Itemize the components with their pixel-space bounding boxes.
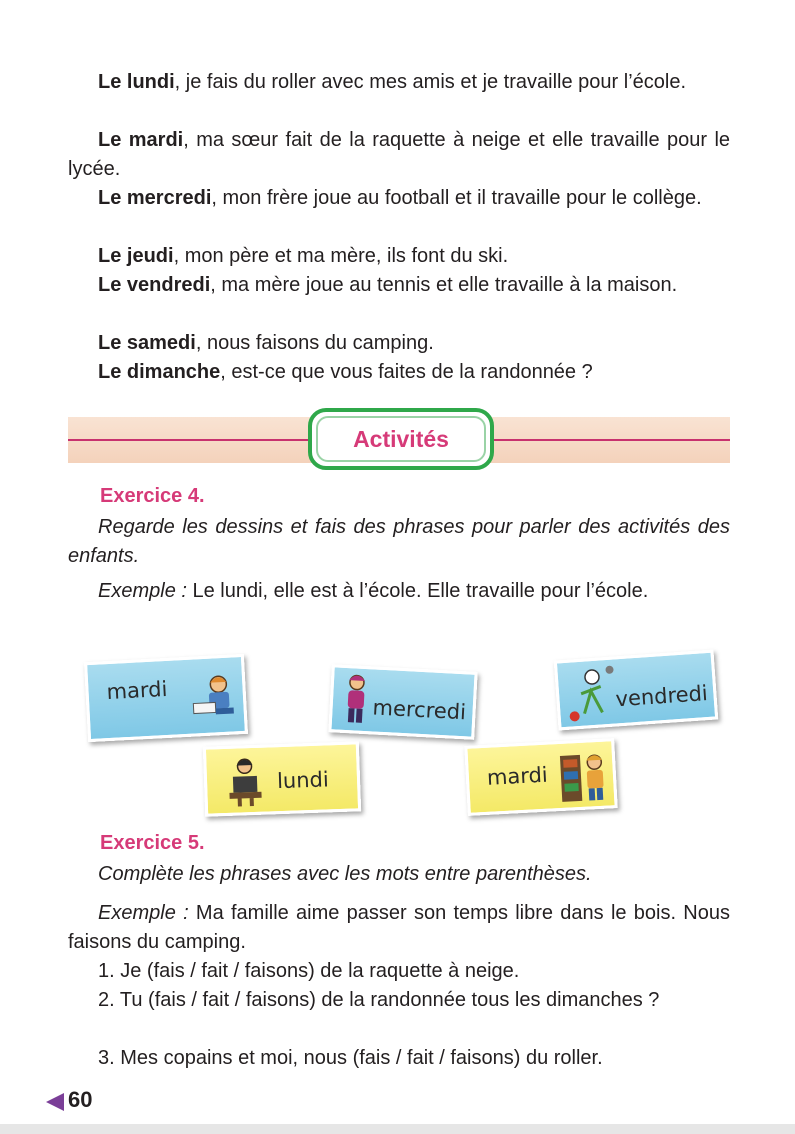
example-text: Ma famille aime passer son temps libre dans le bois. Nous faisons du camping. bbox=[68, 902, 730, 953]
section-title-pill bbox=[308, 408, 494, 470]
paragraph-samedi bbox=[68, 329, 730, 358]
paragraph-text: , mon père et ma mère, ils font du ski. bbox=[173, 245, 509, 267]
paragraph-jeudi bbox=[68, 242, 730, 271]
paragraph-text: , est-ce que vous faites de la randonnée ? bbox=[220, 361, 593, 383]
day-label: Le jeudi bbox=[98, 245, 174, 267]
example-text: Le lundi, elle est à l’école. Elle travaille pour l’école. bbox=[186, 580, 649, 602]
example-label: Exemple : bbox=[98, 580, 187, 602]
exercise4-title: Exercice 4. bbox=[100, 485, 205, 507]
card-word: mercredi bbox=[372, 695, 467, 725]
paragraph-dimanche bbox=[68, 358, 730, 387]
card-word: mardi bbox=[486, 762, 549, 790]
exercise5-example bbox=[68, 899, 730, 957]
exercise5-instruction: Complète les phrases avec les mots entre parenthèses. bbox=[98, 863, 592, 885]
paragraph-text: , ma sœur fait de la raquette à neige et elle travaille pour le lycée. bbox=[68, 129, 731, 180]
card-word: vendredi bbox=[614, 681, 709, 712]
card-mardi-blue bbox=[84, 654, 248, 742]
example-label: Exemple : bbox=[98, 902, 189, 924]
day-label: Le mardi bbox=[98, 129, 184, 151]
card-lundi bbox=[203, 741, 361, 816]
paragraph-mardi bbox=[68, 126, 730, 184]
paragraph-text: , nous faisons du camping. bbox=[195, 332, 434, 354]
card-word: lundi bbox=[276, 767, 330, 794]
exercise5-item-1: 1. Je (fais / fait / faisons) de la raquette à neige. bbox=[98, 960, 520, 982]
page-number: 60 bbox=[68, 1087, 93, 1112]
exercise5-title: Exercice 5. bbox=[100, 832, 205, 854]
banner-rule-left bbox=[68, 439, 310, 441]
paragraph-vendredi bbox=[68, 271, 730, 300]
day-label: Le mercredi bbox=[98, 187, 212, 209]
exercise4-example bbox=[68, 577, 730, 606]
paragraph-mercredi bbox=[68, 184, 730, 213]
child-reading-icon bbox=[188, 671, 240, 722]
day-label: Le vendredi bbox=[98, 274, 211, 296]
child-bookshelf-icon bbox=[558, 747, 613, 806]
card-mardi-yellow bbox=[464, 738, 617, 816]
section-title: Activités bbox=[316, 416, 486, 462]
child-skiing-icon bbox=[338, 672, 375, 730]
banner-rule-right bbox=[494, 439, 730, 441]
paragraph-text: , mon frère joue au football et il travaille pour le collège. bbox=[211, 187, 702, 209]
child-football-icon bbox=[561, 661, 621, 725]
card-mercredi bbox=[328, 664, 477, 740]
page-arrow-icon bbox=[44, 1091, 66, 1113]
card-vendredi bbox=[554, 650, 718, 731]
paragraph-text: , ma mère joue au tennis et elle travaille à la maison. bbox=[210, 274, 678, 296]
paragraph-lundi bbox=[68, 68, 730, 97]
day-label: Le lundi bbox=[98, 71, 175, 93]
paragraph-text: , je fais du roller avec mes amis et je travaille pour l’école. bbox=[174, 71, 686, 93]
day-label: Le samedi bbox=[98, 332, 196, 354]
exercise4-instruction: Regarde les dessins et fais des phrases pour parler des activités des enfants. bbox=[68, 516, 730, 567]
exercise5-item-2: 2. Tu (fais / fait / faisons) de la randonnée tous les dimanches ? bbox=[98, 989, 660, 1011]
card-word: mardi bbox=[105, 676, 168, 705]
exercise5-item-3: 3. Mes copains et moi, nous (fais / fait / faisons) du roller. bbox=[98, 1047, 603, 1069]
day-label: Le dimanche bbox=[98, 361, 221, 383]
child-studying-icon bbox=[226, 756, 264, 809]
bottom-bar bbox=[0, 1124, 795, 1134]
